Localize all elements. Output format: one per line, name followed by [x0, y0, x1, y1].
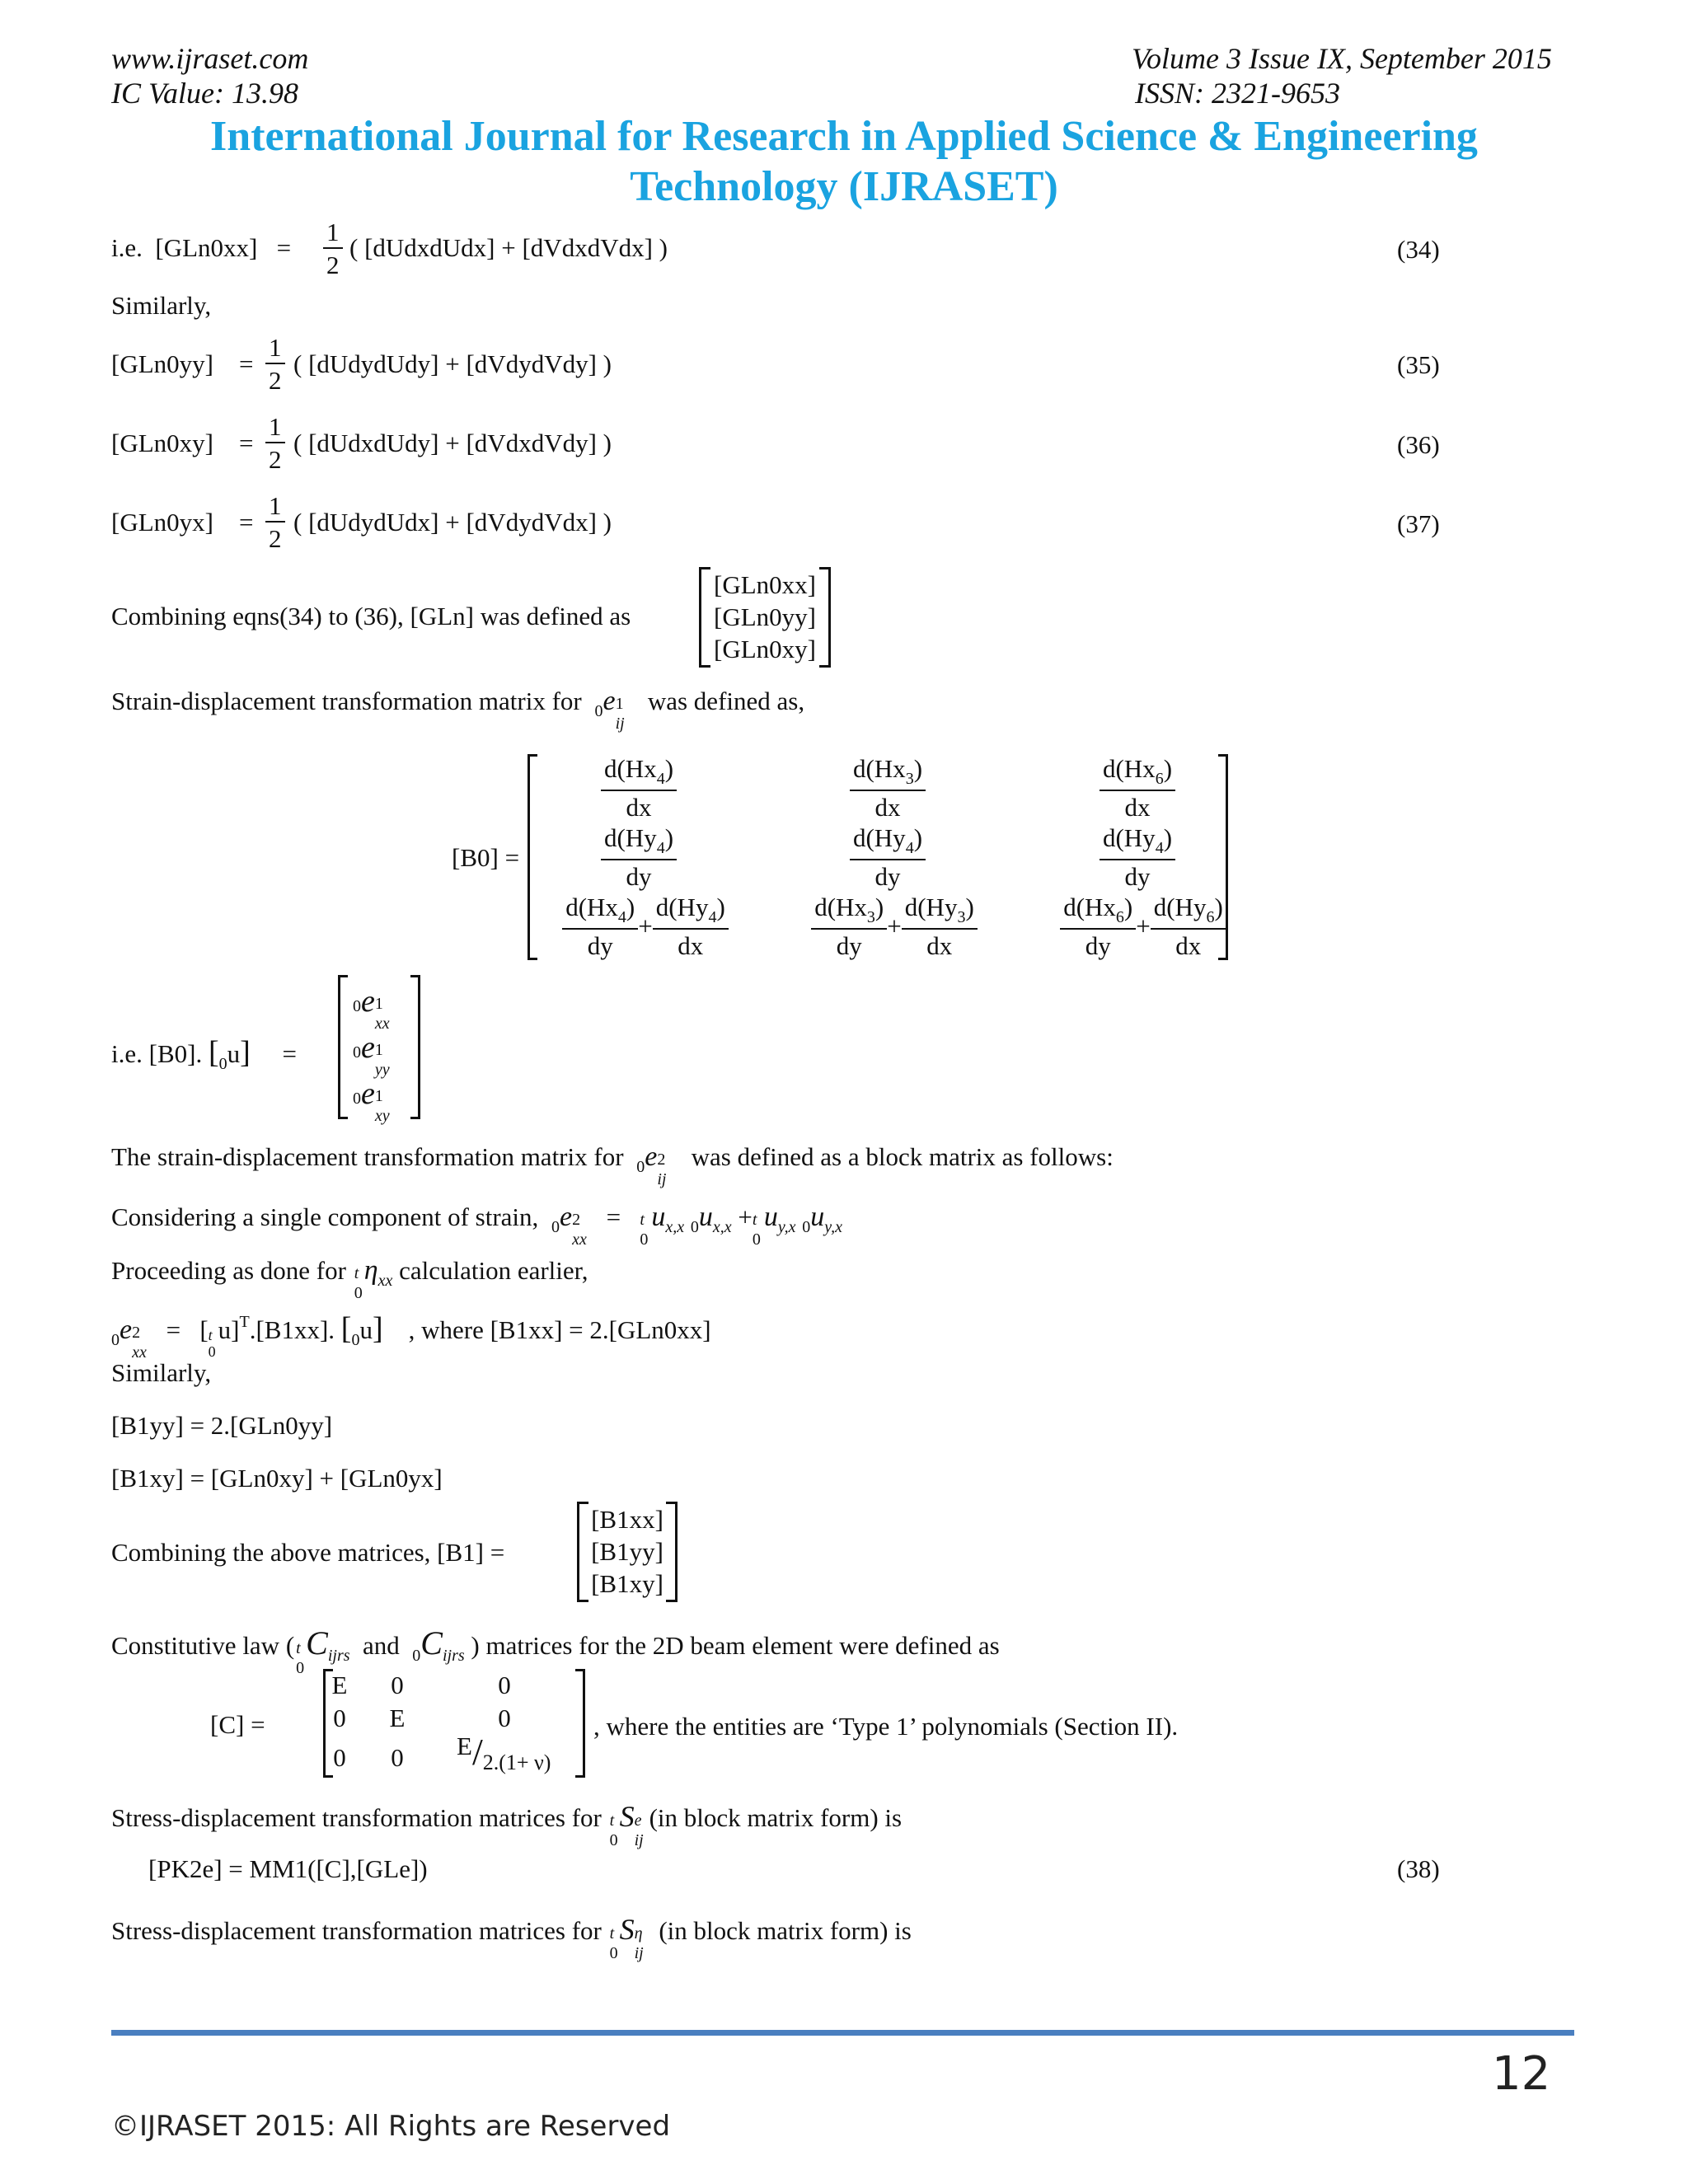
- b1xy-equation: [B1xy] = [GLn0xy] + [GLn0yx]: [111, 1464, 443, 1493]
- eq37-number: (37): [1397, 509, 1440, 538]
- combining-gln-text: Combining eqns(34) to (36), [GLn] was defined as: [111, 602, 631, 630]
- b0-r2c2-den: dy: [874, 862, 901, 891]
- strain-disp-2: The strain-displacement transformation matrix for $_0$e 2 ij was defined as a block matrix as follows:: [111, 1141, 1114, 1188]
- eq38: [PK2e] = MM1([C],[GLe]): [148, 1854, 428, 1883]
- c-r3c2: 0: [391, 1743, 404, 1772]
- eq34-lhs: [GLn0xx]: [155, 233, 258, 262]
- e1-xx: 0e 1 xx: [353, 984, 390, 1033]
- b0-r3c3-a-num: $d(Hx_6)$: [1060, 893, 1136, 930]
- c-label: [C] =: [210, 1710, 265, 1739]
- b0-r3c1-b-num: $d(Hy_4)$: [653, 893, 729, 930]
- eq35-rhs: ( [dUdydUdy] + [dVdydVdy] ): [293, 349, 612, 378]
- strain-disp-1-suffix: was defined as,: [647, 687, 805, 715]
- b0-r3c1-b-den: dx: [678, 931, 704, 960]
- eq37-half-den: 2: [269, 524, 282, 553]
- c-matrix: [323, 1669, 585, 1778]
- combining-b1-text: Combining the above matrices, [B1] =: [111, 1538, 505, 1567]
- single-component-text: Considering a single component of strain,: [111, 1202, 539, 1231]
- b0-r1c3: [1084, 754, 1191, 822]
- eq35-half-den: 2: [269, 366, 282, 395]
- footer-rule: [111, 2030, 1574, 2036]
- c-r3c3-e: E: [457, 1732, 472, 1760]
- eq34-half-num: 1: [323, 218, 343, 249]
- b1-row-xy: [B1xy]: [591, 1569, 663, 1598]
- b0-label: [B0] =: [452, 843, 520, 872]
- issn: ISSN: 2321-9653: [1135, 77, 1340, 110]
- single-component: Considering a single component of strain, $_0$e 2 xx = t 0 $u_{x,x}$ $_0u_{x,x}$ + t 0 $u_{y,x}$ $_0u_{y,x}$: [111, 1202, 842, 1249]
- eq36-half-num: 1: [265, 412, 285, 443]
- b1yy-equation: [B1yy] = 2.[GLn0yy]: [111, 1411, 333, 1440]
- eq34-half-den: 2: [326, 251, 340, 279]
- b0-r3c3-b-den: dx: [1175, 931, 1202, 960]
- strain-disp-2-suffix: was defined as a block matrix as follows:: [691, 1142, 1114, 1171]
- b0-r3c2-a-num: $d(Hx_3)$: [811, 893, 887, 930]
- b0-r2c1: [585, 823, 692, 891]
- eq34-number: (34): [1397, 235, 1440, 264]
- gln-row-xx: [GLn0xx]: [714, 570, 816, 599]
- eq37-half: [265, 491, 285, 553]
- b0-r3c1-plus: +: [638, 912, 653, 940]
- b0-r3c2-plus: +: [887, 912, 902, 940]
- constitutive-law: Constitutive law ( t 0 $C_{ijrs}$ and $_0C_{ijrs}$ ) matrices for the 2D beam element were defined as: [111, 1624, 1000, 1677]
- strain-disp-1-prefix: Strain-displacement transformation matrix for: [111, 687, 582, 715]
- eq36-number: (36): [1397, 430, 1440, 459]
- b0-r2c3-num: $d(Hy_4)$: [1100, 823, 1175, 860]
- similarly-1: Similarly,: [111, 291, 212, 320]
- b0-r3c2: [783, 893, 1006, 960]
- journal-title-line1: International Journal for Research in Applied Science & Engineering: [210, 113, 1478, 160]
- constitutive-and: and: [363, 1631, 400, 1660]
- b0-r2c3-den: dy: [1124, 862, 1151, 891]
- b0u-zero: 0: [218, 1055, 227, 1073]
- b0-r2c3: [1084, 823, 1191, 891]
- journal-website: www.ijraset.com: [111, 42, 309, 75]
- eq34-equals: =: [276, 233, 292, 262]
- similarly-2: Similarly,: [111, 1358, 212, 1387]
- b1-row-xx: [B1xx]: [591, 1505, 663, 1534]
- c-r2c3: 0: [498, 1704, 511, 1732]
- page-number: 12: [1492, 2047, 1551, 2101]
- b0-r2c1-num: $d(Hy_4)$: [601, 823, 677, 860]
- eq37-equals: =: [239, 508, 254, 537]
- c-r1c3: 0: [498, 1671, 511, 1699]
- eq34: [111, 233, 304, 263]
- b0-r2c1-den: dy: [626, 862, 652, 891]
- eq36-half-den: 2: [269, 445, 282, 474]
- b0-r3c2-a-den: dy: [836, 931, 862, 960]
- b1-row-yy: [B1yy]: [591, 1537, 663, 1566]
- stress-disp-2-prefix: Stress-displacement transformation matrices for: [111, 1916, 602, 1945]
- eq35-half: [265, 333, 285, 395]
- b0-r1c3-den: dx: [1124, 793, 1151, 822]
- eq37-lhs: [GLn0yx]: [111, 508, 213, 537]
- b0u-equation: i.e. [B0]. $[_0u]$ =: [111, 1035, 297, 1073]
- b0-r3c2-b-num: $d(Hy_3)$: [902, 893, 978, 930]
- eq36-rhs: ( [dUdxdUdy] + [dVdxdVdy] ): [293, 429, 612, 457]
- b0-r3c3: [1032, 893, 1254, 960]
- e2xx-equation: $_0$e 2 xx = [ t 0 u]$^T$.[B1xx]. $[_0u]$ , where [B1xx] = 2.[GLn0xx]: [111, 1311, 711, 1361]
- eq35-number: (35): [1397, 350, 1440, 379]
- e2xx-where: , where [B1xx] = 2.[GLn0xx]: [408, 1315, 711, 1344]
- eq37-half-num: 1: [265, 491, 285, 523]
- eq35-equals: =: [239, 349, 254, 378]
- b0-r2c2-num: $d(Hy_4)$: [850, 823, 926, 860]
- ic-value: IC Value: 13.98: [111, 77, 298, 110]
- b0u-lead: i.e. [B0].: [111, 1039, 203, 1068]
- b0-r3c3-plus: +: [1136, 912, 1151, 940]
- c-r3c1: 0: [333, 1743, 346, 1772]
- b0-r3c1-a-den: dy: [587, 931, 613, 960]
- gln-row-yy: [GLn0yy]: [714, 602, 816, 631]
- c-r2c2: E: [389, 1704, 406, 1732]
- b0-r1c2: [834, 754, 941, 822]
- journal-volume: Volume 3 Issue IX, September 2015: [1132, 42, 1552, 75]
- stress-disp-1-prefix: Stress-displacement transformation matrices for: [111, 1803, 602, 1832]
- gln-column-matrix: [699, 567, 831, 668]
- proceeding: Proceeding as done for t 0 $\eta_{xx}$ calculation earlier,: [111, 1255, 588, 1302]
- c-r1c2: 0: [391, 1671, 404, 1699]
- b0-matrix: [528, 754, 1228, 960]
- proceeding-prefix: Proceeding as done for: [111, 1256, 346, 1285]
- b0u-u: u: [227, 1039, 241, 1068]
- eq36-half: [265, 412, 285, 474]
- c-r2c1: 0: [333, 1704, 346, 1732]
- b0-r1c2-num: $d(Hx_3)$: [850, 754, 926, 791]
- b0-r1c3-num: $d(Hx_6)$: [1100, 754, 1175, 791]
- gln-row-xy: [GLn0xy]: [714, 635, 816, 663]
- b1-column-matrix: [577, 1502, 678, 1602]
- c-r1c1: E: [331, 1671, 348, 1699]
- b0u-equals: =: [282, 1039, 297, 1068]
- b0-r1c1-den: dx: [626, 793, 652, 822]
- eq35-lhs: [GLn0yy]: [111, 349, 213, 378]
- b0-r3c2-b-den: dx: [926, 931, 953, 960]
- e2xx-mid: [B1xx].: [256, 1315, 335, 1344]
- c-matrix-note: , where the entities are ‘Type 1’ polynomials (Section II).: [593, 1712, 1179, 1741]
- strain-disp-2-prefix: The strain-displacement transformation matrix for: [111, 1142, 624, 1171]
- stress-disp-1: Stress-displacement transformation matrices for t 0 S e ij (in block matrix form) is: [111, 1800, 903, 1849]
- strain-disp-1: Strain-displacement transformation matrix for $_0$e 1 ij was defined as,: [111, 686, 805, 733]
- eq37-rhs: ( [dUdydUdx] + [dVdydVdx] ): [293, 508, 612, 537]
- stress-disp-2-suffix: (in block matrix form) is: [659, 1916, 912, 1945]
- eq36-lhs: [GLn0xy]: [111, 429, 213, 457]
- eq38-number: (38): [1397, 1854, 1440, 1883]
- eq34-rhs: ( [dUdxdUdx] + [dVdxdVdx] ): [349, 233, 668, 262]
- b0-r3c3-a-den: dy: [1085, 931, 1111, 960]
- c-r3c3-den: 2.(1+ ν): [482, 1750, 551, 1774]
- journal-title-line2: Technology (IJRASET): [630, 163, 1058, 210]
- e1-yy: 0e 1 yy: [353, 1030, 390, 1079]
- proceeding-suffix: calculation earlier,: [399, 1256, 588, 1285]
- b0-r1c2-den: dx: [874, 793, 901, 822]
- b0-r2c2: [834, 823, 941, 891]
- eq34-half: [323, 218, 343, 279]
- e1-xy: 0e 1 xy: [353, 1076, 390, 1125]
- stress-disp-1-suffix: (in block matrix form) is: [649, 1803, 903, 1832]
- copyright: ©IJRASET 2015: All Rights are Reserved: [111, 2110, 671, 2143]
- stress-disp-2: Stress-displacement transformation matrices for t 0 S η ij (in block matrix form) is: [111, 1913, 912, 1962]
- strain-column-e1: [338, 975, 420, 1125]
- b0-r3c3-b-num: $d(Hy_6)$: [1151, 893, 1226, 930]
- eq34-lead: i.e.: [111, 233, 143, 262]
- c-r3c3: $E/_{2.(1+ \nu)}$: [457, 1731, 551, 1774]
- eq35-half-num: 1: [265, 333, 285, 364]
- b0-r1c1-num: $d(Hx_4)$: [601, 754, 677, 791]
- constitutive-prefix: Constitutive law (: [111, 1631, 295, 1660]
- eq36-equals: =: [239, 429, 254, 457]
- b0-r3c1-a-num: $d(Hx_4)$: [562, 893, 638, 930]
- constitutive-suffix: ) matrices for the 2D beam element were defined as: [471, 1631, 1000, 1660]
- b0-r3c1: [534, 893, 757, 960]
- b0-r1c1: [585, 754, 692, 822]
